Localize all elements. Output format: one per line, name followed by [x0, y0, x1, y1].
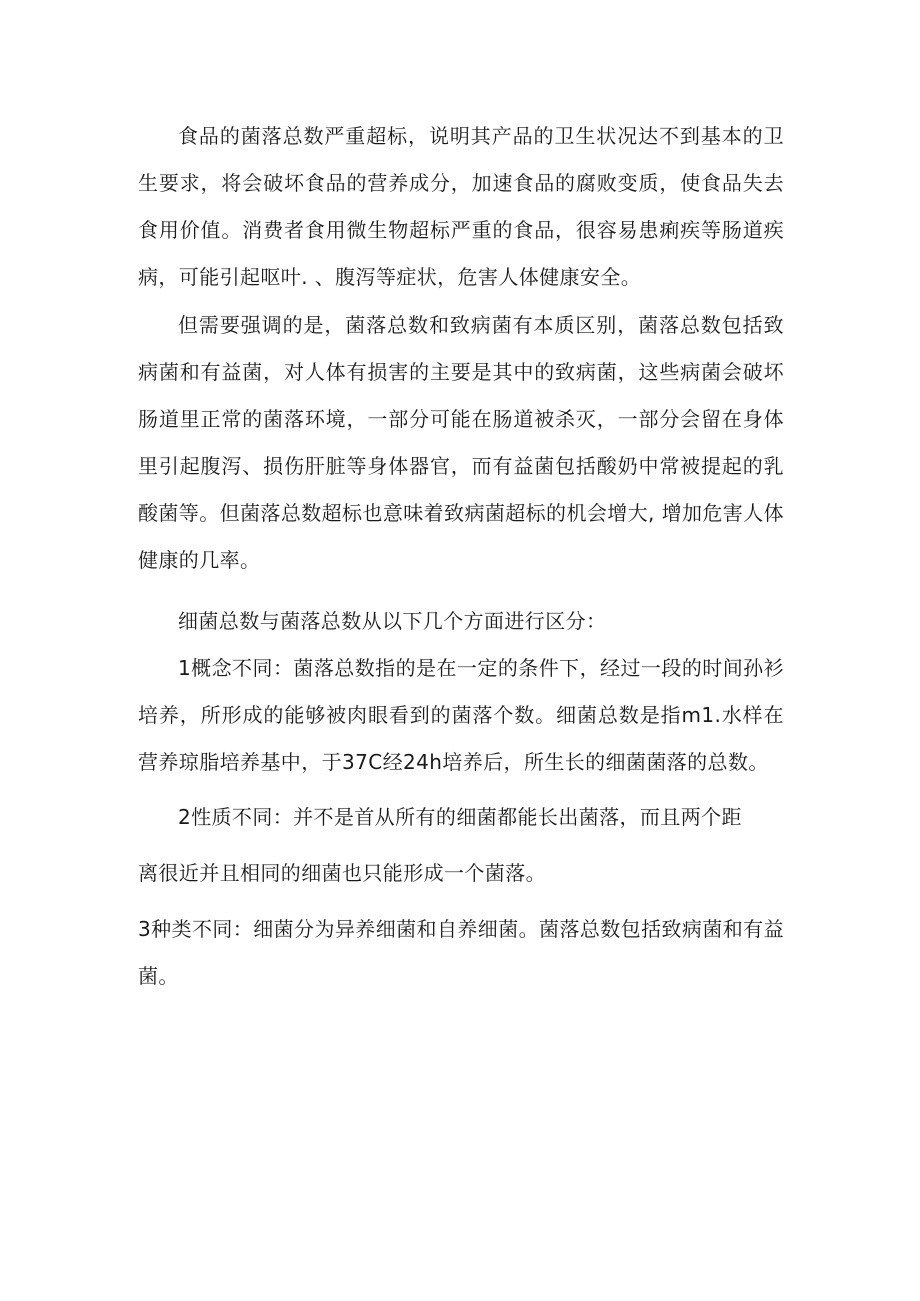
paragraph-concept-difference: 1概念不同：菌落总数指的是在一定的条件下，经过一段的时间孙衫培养，所形成的能够被肉眼看到的菌落个数。细菌总数是指m1.水样在营养琼脂培养基中，于37C经24h培养后，所生长的细菌菌落的总数。 [138, 656, 784, 774]
paragraph-nature-difference-line2: 离很近并且相同的细菌也只能形成一个菌落。 [138, 861, 546, 885]
paragraph-distinction-intro: 细菌总数与菌落总数从以下几个方面进行区分： [178, 609, 607, 633]
paragraph-bacteria-exceeding-standard: 食品的菌落总数严重超标，说明其产品的卫生状况达不到基本的卫生要求，将会破坏食品的营养成分，加速食品的腐败变质，使食品失去食用价值。消费者食用微生物超标严重的食品，很容易患痢疾等肠道疾病，可能引起呕叶. 、腹泻等症状，危害人体健康安全。 [138, 124, 784, 289]
paragraph-colony-vs-pathogen: 但需要强调的是，菌落总数和致病菌有本质区别，菌落总数包括致病菌和有益菌，对人体有损害的主要是其中的致病菌，这些病菌会破坏肠道里正常的菌落环境，一部分可能在肠道被杀灭，一部分会留在身体里引起腹泻、损伤肝脏等身体器官，而有益菌包括酸奶中常被提起的乳酸菌等。但菌落总数超标也意味着致病菌超标的机会增大, 增加危害人体健康的几率。 [138, 313, 784, 572]
paragraph-type-difference: 3种类不同：细菌分为异养细菌和自养细菌。菌落总数包括致病菌和有益菌。 [138, 917, 784, 988]
paragraph-nature-difference-line1: 2性质不同：并不是首从所有的细菌都能长出菌落，而且两个距 [178, 805, 742, 829]
